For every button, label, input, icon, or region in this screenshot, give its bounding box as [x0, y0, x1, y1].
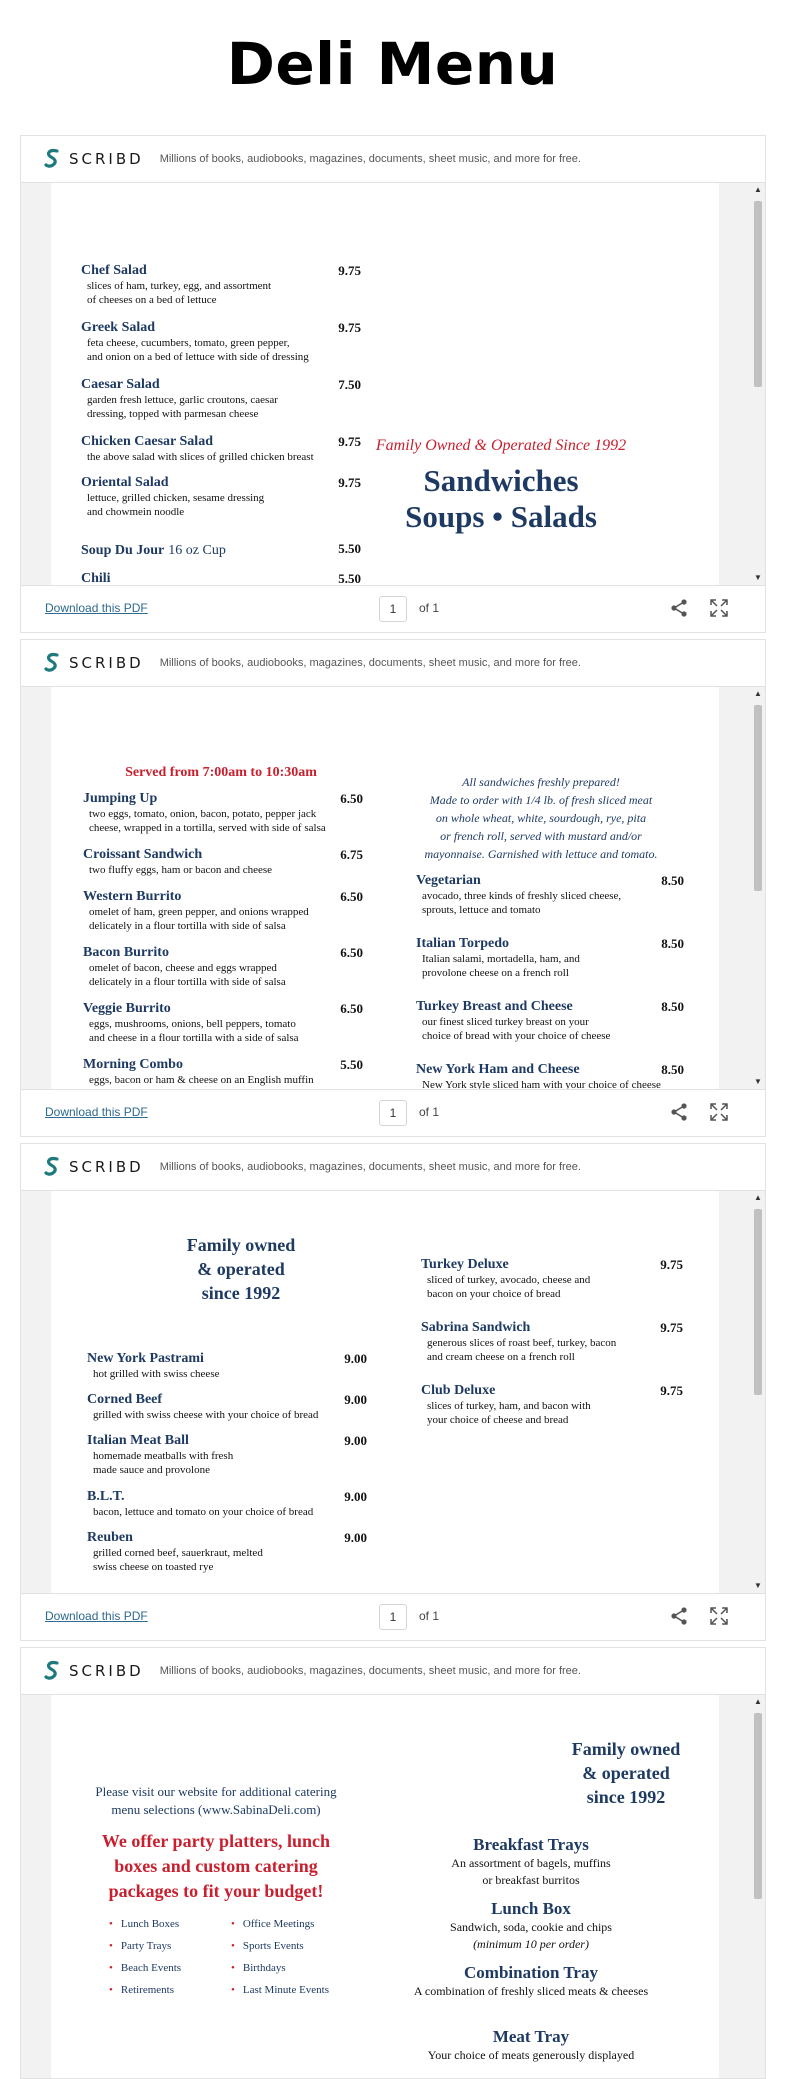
scribd-s-icon — [43, 1660, 61, 1682]
list-item: • Beach Events — [109, 1957, 181, 1979]
scribd-logo[interactable] — [43, 1156, 144, 1178]
download-pdf-link[interactable]: Download this PDF — [45, 601, 148, 615]
list-item: Bacon Burrito 6.50 omelet of bacon, cheese and eggs wrapped delicately in a flour tortilla with side of salsa — [83, 945, 363, 988]
event-list-right — [231, 1913, 329, 2001]
scribd-s-icon — [43, 148, 61, 170]
scroll-down-icon[interactable]: ▼ — [754, 573, 762, 582]
list-item: B.L.T. 9.00 bacon, lettuce and tomato on your choice of bread — [87, 1489, 367, 1518]
scroll-thumb[interactable] — [754, 1713, 762, 1899]
list-item: • Office Meetings — [231, 1913, 329, 1935]
document-viewer[interactable] — [21, 1695, 765, 2079]
scribd-footer — [21, 585, 765, 632]
list-item: Jumping Up 6.50 two eggs, tomato, onion, bacon, potato, pepper jack cheese, wrapped in a tortilla, served with side of salsa — [83, 791, 363, 834]
page-number-input[interactable]: 1 — [379, 1100, 407, 1126]
list-item: • Birthdays — [231, 1957, 329, 1979]
list-item: Vegetarian 8.50 avocado, three kinds of freshly sliced cheese, sprouts, lettuce and tomato — [416, 873, 684, 916]
scribd-embed-3 — [20, 1143, 766, 1641]
share-icon[interactable] — [669, 1606, 689, 1626]
scribd-logo[interactable] — [43, 148, 144, 170]
scribd-header — [21, 1144, 765, 1191]
document-viewer[interactable] — [21, 687, 765, 1089]
list-item: • Last Minute Events — [231, 1979, 329, 2001]
scroll-up-icon[interactable]: ▲ — [754, 689, 762, 698]
list-item: Caesar Salad 7.50 garden fresh lettuce, garlic croutons, caesar dressing, topped with parmesan cheese — [81, 377, 361, 420]
scribd-embed-1 — [20, 135, 766, 633]
scribd-tagline: Millions of books, audiobooks, magazines, documents, sheet music, and more for free. — [159, 1161, 581, 1173]
list-item: Chef Salad 9.75 slices of ham, turkey, egg, and assortment of cheeses on a bed of lettuce — [81, 263, 361, 306]
scribd-wordmark: SCRIBD — [69, 150, 144, 168]
page-title: Deli Menu — [226, 30, 559, 98]
list-item: Soup Du Jour 16 oz Cup 5.50 — [81, 541, 361, 558]
scribd-embed-4 — [20, 1647, 766, 2079]
list-item: • Retirements — [109, 1979, 181, 2001]
list-item: Sabrina Sandwich 9.75 generous slices of roast beef, turkey, bacon and cream cheese on a french roll — [421, 1320, 683, 1363]
family-owned-banner: Family Owned & Operated Since 1992 — [375, 437, 627, 454]
list-item: New York Ham and Cheese 8.50 New York style sliced ham with your choice of cheese — [416, 1062, 684, 1089]
list-item: Corned Beef 9.00 grilled with swiss cheese with your choice of bread — [87, 1392, 367, 1421]
list-item: • Sports Events — [231, 1935, 329, 1957]
list-item: Western Burrito 6.50 omelet of ham, green pepper, and onions wrapped delicately in a flour tortilla with side of salsa — [83, 889, 363, 932]
scribd-logo[interactable] — [43, 652, 144, 674]
list-item: Morning Combo 5.50 eggs, bacon or ham & cheese on an English muffin — [83, 1057, 363, 1086]
scribd-header — [21, 1648, 765, 1695]
page-count: of 1 — [419, 1609, 440, 1623]
scribd-footer — [21, 1089, 765, 1136]
scroll-thumb[interactable] — [754, 705, 762, 891]
headline-1: Sandwiches — [423, 463, 579, 498]
scribd-header — [21, 136, 765, 183]
page-count: of 1 — [419, 1105, 440, 1119]
download-pdf-link[interactable]: Download this PDF — [45, 1105, 148, 1119]
pdf-page — [51, 1695, 719, 2079]
share-icon[interactable] — [669, 1102, 689, 1122]
list-item: • Party Trays — [109, 1935, 181, 1957]
list-item: Italian Torpedo 8.50 Italian salami, mortadella, ham, and provolone cheese on a french roll — [416, 936, 684, 979]
list-item: Turkey Deluxe 9.75 sliced of turkey, avocado, cheese and bacon on your choice of bread — [421, 1257, 683, 1300]
family-owned-heading: Family owned & operated since 1992 — [571, 1739, 681, 1807]
scribd-tagline: Millions of books, audiobooks, magazines, documents, sheet music, and more for free. — [159, 1665, 581, 1677]
scroll-thumb[interactable] — [754, 1209, 762, 1395]
pdf-page — [51, 183, 719, 585]
scribd-embed-2 — [20, 639, 766, 1137]
scroll-up-icon[interactable]: ▲ — [754, 185, 762, 194]
fullscreen-icon[interactable] — [709, 1102, 729, 1122]
fullscreen-icon[interactable] — [709, 598, 729, 618]
served-hours: Served from 7:00am to 10:30am — [125, 765, 317, 780]
scroll-down-icon[interactable]: ▼ — [754, 1581, 762, 1590]
scribd-header — [21, 640, 765, 687]
scroll-up-icon[interactable]: ▲ — [754, 1697, 762, 1706]
fullscreen-icon[interactable] — [709, 1606, 729, 1626]
scribd-footer — [21, 1593, 765, 1640]
scribd-tagline: Millions of books, audiobooks, magazines, documents, sheet music, and more for free. — [159, 657, 581, 669]
scrollbar[interactable] — [751, 1191, 765, 1593]
pdf-page — [51, 687, 719, 1089]
scribd-wordmark: SCRIBD — [69, 1158, 144, 1176]
share-icon[interactable] — [669, 598, 689, 618]
scroll-up-icon[interactable]: ▲ — [754, 1193, 762, 1202]
page-number-input[interactable]: 1 — [379, 596, 407, 622]
list-item: Greek Salad 9.75 feta cheese, cucumbers, tomato, green pepper, and onion on a bed of lettuce with side of dressing — [81, 320, 361, 363]
scrollbar[interactable] — [751, 1695, 765, 2079]
scroll-down-icon[interactable]: ▼ — [754, 1077, 762, 1086]
tray-lunch-box: Lunch Box Sandwich, soda, cookie and chips (minimum 10 per order) — [450, 1899, 612, 1951]
scribd-s-icon — [43, 1156, 61, 1178]
list-item: Reuben 9.00 grilled corned beef, sauerkraut, melted swiss cheese on toasted rye — [87, 1530, 367, 1573]
list-item: New York Pastrami 9.00 hot grilled with swiss cheese — [87, 1351, 367, 1380]
list-item: Croissant Sandwich 6.75 two fluffy eggs, ham or bacon and cheese — [83, 847, 363, 876]
scribd-wordmark: SCRIBD — [69, 1662, 144, 1680]
pdf-page — [51, 1191, 719, 1593]
list-item: Chicken Caesar Salad 9.75 the above salad with slices of grilled chicken breast — [81, 434, 361, 463]
document-viewer[interactable] — [21, 183, 765, 585]
list-item: • Lunch Boxes — [109, 1913, 181, 1935]
website-note: Please visit our website for additional catering menu selections (www.SabinaDeli.com) — [95, 1784, 337, 1817]
scribd-tagline: Millions of books, audiobooks, magazines, documents, sheet music, and more for free. — [159, 153, 581, 165]
scrollbar[interactable] — [751, 687, 765, 1089]
scribd-s-icon — [43, 652, 61, 674]
tray-breakfast: Breakfast Trays An assortment of bagels, muffins or breakfast burritos — [451, 1835, 611, 1887]
scroll-thumb[interactable] — [754, 201, 762, 387]
family-owned-heading: Family owned & operated since 1992 — [186, 1235, 296, 1303]
list-item: Turkey Breast and Cheese 8.50 our finest sliced turkey breast on your choice of bread with your choice of cheese — [416, 999, 684, 1042]
list-item: Italian Meat Ball 9.00 homemade meatballs with fresh made sauce and provolone — [87, 1433, 367, 1476]
tray-combination: Combination Tray A combination of freshly sliced meats & cheeses — [413, 1963, 649, 1998]
catering-offer: We offer party platters, lunch boxes and custom catering packages to fit your budget! — [101, 1831, 331, 1901]
download-pdf-link[interactable]: Download this PDF — [45, 1609, 148, 1623]
document-viewer[interactable] — [21, 1191, 765, 1593]
sandwich-intro: All sandwiches freshly prepared! Made to order with 1/4 lb. of fresh sliced meat on whole wheat, white, sourdough, rye, pita or french roll, served with mustard and/or mayonnaise. Garnished with lettuce and tomato. — [424, 775, 658, 861]
page-count: of 1 — [419, 601, 440, 615]
tray-meat: Meat Tray Your choice of meats generously displayed — [427, 2027, 635, 2062]
headline-2: Soups • Salads — [405, 499, 597, 534]
scrollbar[interactable] — [751, 183, 765, 585]
scribd-wordmark: SCRIBD — [69, 654, 144, 672]
list-item: Oriental Salad 9.75 lettuce, grilled chicken, sesame dressing and chowmein noodle — [81, 475, 361, 518]
list-item: Club Deluxe 9.75 slices of turkey, ham, and bacon with your choice of cheese and bread — [421, 1383, 683, 1426]
page-number-input[interactable]: 1 — [379, 1604, 407, 1630]
list-item: Veggie Burrito 6.50 eggs, mushrooms, onions, bell peppers, tomato and cheese in a flour tortilla with a side of salsa — [83, 1001, 363, 1044]
scribd-logo[interactable] — [43, 1660, 144, 1682]
event-list-left — [109, 1913, 181, 2001]
list-item: Chili 5.50 — [81, 571, 361, 585]
